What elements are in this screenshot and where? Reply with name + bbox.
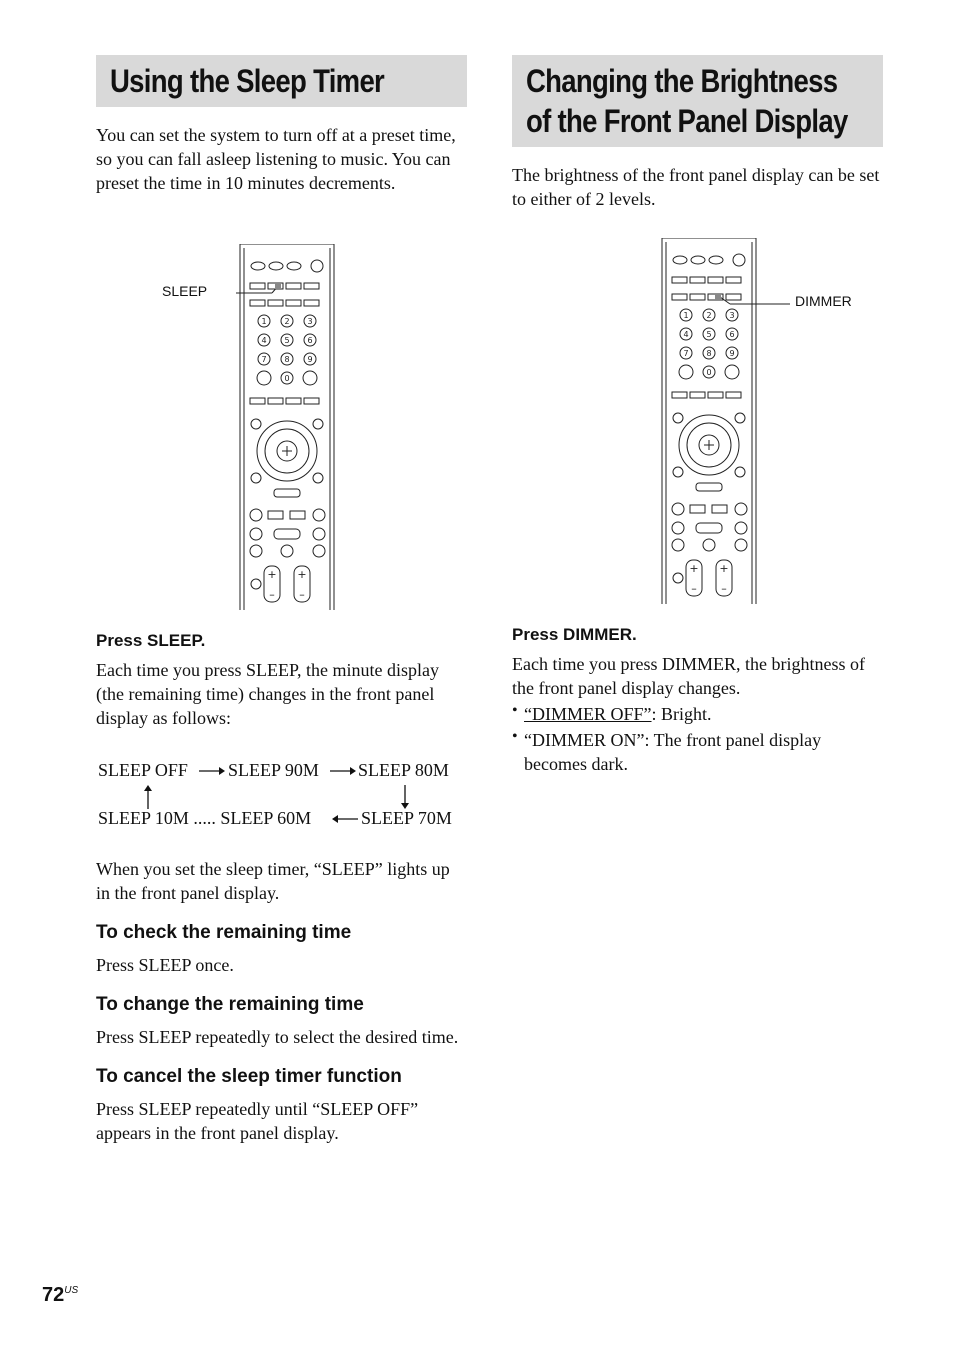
arrow-right-icon bbox=[330, 764, 356, 778]
svg-text:–: – bbox=[691, 582, 697, 595]
svg-text:4: 4 bbox=[683, 330, 689, 339]
dimmer-press-block bbox=[512, 624, 883, 776]
svg-text:7: 7 bbox=[261, 355, 267, 364]
svg-text:1: 1 bbox=[261, 317, 267, 326]
svg-text:2: 2 bbox=[284, 317, 290, 326]
section-heading: To cancel the sleep timer function bbox=[96, 1066, 402, 1087]
svg-text:+: + bbox=[689, 562, 699, 575]
seq-sleep-off: SLEEP OFF bbox=[98, 760, 188, 780]
left-column bbox=[96, 55, 467, 195]
section-body: Press SLEEP once. bbox=[96, 955, 234, 975]
press-dimmer-body: Each time you press DIMMER, the brightness of the front panel display changes. bbox=[512, 654, 865, 698]
svg-text:–: – bbox=[299, 588, 305, 601]
svg-text:2: 2 bbox=[706, 311, 712, 320]
svg-text:6: 6 bbox=[729, 330, 735, 339]
svg-text:3: 3 bbox=[307, 317, 313, 326]
svg-text:1: 1 bbox=[683, 311, 689, 320]
svg-text:+: + bbox=[267, 568, 277, 581]
press-sleep-body: Each time you press SLEEP, the minute display (the remaining time) changes in the front panel display as follows: bbox=[96, 660, 439, 728]
after-sequence-text: When you set the sleep timer, “SLEEP” lights up in the front panel display. bbox=[96, 859, 450, 903]
sleep-callout-label: SLEEP bbox=[162, 283, 208, 299]
svg-text:9: 9 bbox=[307, 355, 313, 364]
sleep-timer-title: Using the Sleep Timer bbox=[96, 55, 467, 107]
section-body: Press SLEEP repeatedly to select the desired time. bbox=[96, 1027, 459, 1047]
press-sleep-heading: Press SLEEP. bbox=[96, 631, 206, 650]
svg-text:+: + bbox=[297, 568, 307, 581]
seq-sleep-80: SLEEP 80M bbox=[358, 760, 449, 780]
svg-text:4: 4 bbox=[261, 336, 267, 345]
svg-text:3: 3 bbox=[729, 311, 735, 320]
arrow-right-icon bbox=[199, 764, 225, 778]
arrow-left-icon bbox=[332, 812, 358, 826]
svg-text:0: 0 bbox=[706, 368, 712, 377]
svg-text:8: 8 bbox=[706, 349, 712, 358]
list-item: • “DIMMER ON”: The front panel display becomes dark. bbox=[512, 728, 822, 774]
svg-text:–: – bbox=[721, 582, 727, 595]
dimmer-callout-label: DIMMER bbox=[795, 293, 852, 309]
svg-text:9: 9 bbox=[729, 349, 735, 358]
section-heading: To check the remaining time bbox=[96, 922, 352, 943]
svg-text:5: 5 bbox=[284, 336, 290, 345]
seq-sleep-90: SLEEP 90M bbox=[228, 760, 319, 780]
section-heading: To change the remaining time bbox=[96, 994, 364, 1015]
svg-text:6: 6 bbox=[307, 336, 313, 345]
svg-text:5: 5 bbox=[706, 330, 712, 339]
list-item: • “DIMMER OFF”: Bright. bbox=[512, 702, 712, 724]
dimmer-on-term: “DIMMER ON” bbox=[524, 730, 645, 750]
sleep-intro: You can set the system to turn off at a preset time, so you can fall asleep listening to music. You can preset the time in 10 minutes decrements. bbox=[96, 125, 456, 193]
dimmer-off-term: “DIMMER OFF” bbox=[524, 704, 652, 724]
page-number: $72^{US}$ bbox=[42, 1284, 79, 1306]
dimmer-intro: The brightness of the front panel display can be set to either of 2 levels. bbox=[512, 165, 880, 209]
section-body: Press SLEEP repeatedly until “SLEEP OFF” appears in the front panel display. bbox=[96, 1099, 419, 1143]
remote-illustration-dimmer bbox=[658, 238, 888, 604]
seq-sleep-70: SLEEP 70M bbox=[361, 808, 452, 828]
svg-text:0: 0 bbox=[284, 374, 290, 383]
sleep-press-block bbox=[96, 630, 467, 730]
remote-illustration-sleep bbox=[236, 244, 340, 610]
sleep-details bbox=[96, 857, 467, 1145]
right-column bbox=[512, 55, 883, 211]
svg-text:–: – bbox=[269, 588, 275, 601]
svg-text:7: 7 bbox=[683, 349, 689, 358]
press-dimmer-heading: Press DIMMER. bbox=[512, 625, 637, 644]
svg-text:8: 8 bbox=[284, 355, 290, 364]
svg-text:+: + bbox=[719, 562, 729, 575]
dimmer-title: Changing the Brightness of the Front Panel Display bbox=[512, 55, 883, 147]
seq-sleep-10-60: SLEEP 10M ..... SLEEP 60M bbox=[98, 808, 312, 828]
